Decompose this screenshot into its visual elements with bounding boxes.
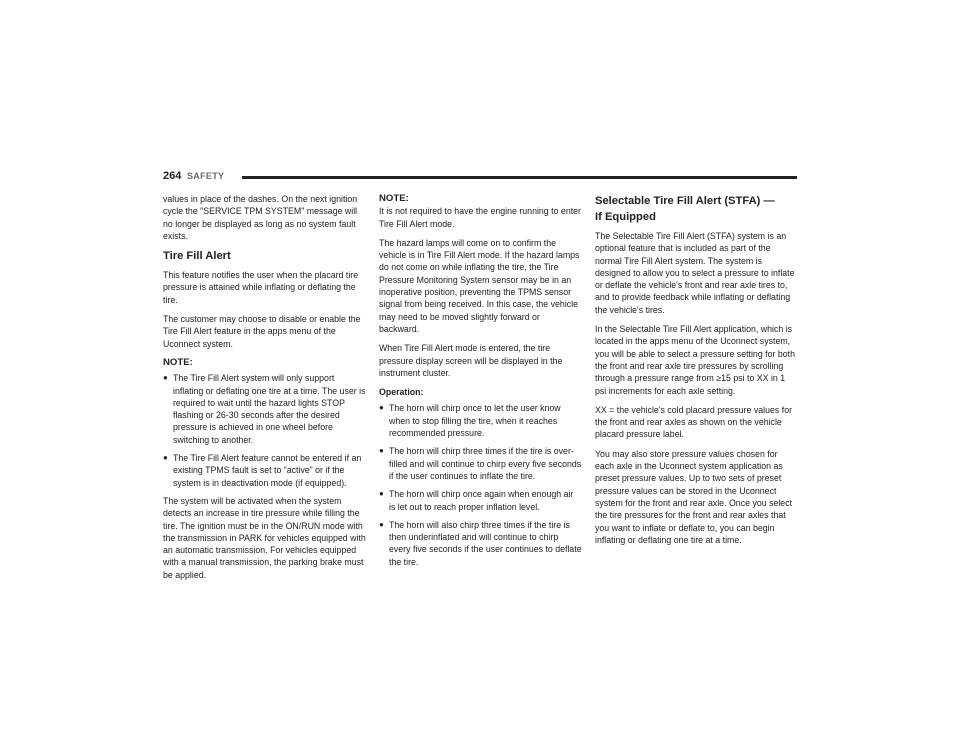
paragraph: The customer may choose to disable or enable the Tire Fill Alert feature in the apps menu of the Uconnect system. xyxy=(163,314,361,349)
note-label: NOTE: xyxy=(379,193,409,204)
list-item: ● The horn will chirp once again when enough air is let out to reach proper inflation level. xyxy=(379,489,574,512)
section-title: SAFETY xyxy=(187,171,225,181)
note-text: It is not required to have the engine running to enter Tire Fill Alert mode. xyxy=(379,206,581,229)
paragraph: You may also store pressure values chosen for each axle in the Uconnect system application as preset pressure values. Up to two sets of preset pressure values can be stored in the Uconnect system for the front and rear axle. Once you select the tire pressures for the front and rear axles that you want to inflate or deflate to, you can begin inflating or deflating one tire at a time. xyxy=(595,448,793,545)
list-item: ● The Tire Fill Alert feature cannot be entered if an existing TPMS fault is set to “active” or if the system is in deactivation mode (if equipped). xyxy=(163,453,362,488)
note-bullet-list xyxy=(163,372,366,489)
bullet-icon: ● xyxy=(163,373,168,383)
paragraph: The system will be activated when the system detects an increase in tire pressure while filling the tire. The ignition must be in the ON/RUN mode with the transmission in PARK for vehicles equipped with an automatic transmission. For vehicles equipped with a manual transmission, the parking brake must be applied. xyxy=(163,495,366,580)
bullet-icon: ● xyxy=(379,403,384,413)
paragraph: XX = the vehicle's cold placard pressure values for the front and rear axles as shown on the vehicle placard pressure label. xyxy=(595,404,793,440)
note-block xyxy=(379,193,582,230)
bullet-icon: ● xyxy=(379,446,384,456)
header-rule xyxy=(242,176,797,179)
page-header xyxy=(163,170,797,186)
paragraph: When Tire Fill Alert mode is entered, the tire pressure display screen will be displayed in the instrument cluster. xyxy=(379,343,563,378)
bullet-icon: ● xyxy=(379,519,384,529)
list-item: ● The Tire Fill Alert system will only support inflating or deflating one tire at a time. The user is required to wait until the hazard lights STOP flashing or 26-30 seconds after the desired pressure is achieved in one wheel before switching to another. xyxy=(163,373,366,445)
column-left xyxy=(163,193,366,588)
page-number: 264 xyxy=(163,170,182,182)
list-item: ● The horn will chirp once to let the user know when to stop filling the tire, when it reaches recommended pressure. xyxy=(379,403,561,439)
paragraph: In the Selectable Tire Fill Alert application, which is located in the apps menu of the Uconnect system, you will be able to select a pressure setting for both the front and rear axle tire pressures by scrolling through a pressure range from ≥15 psi to XX in 1 psi increments for each axle setting. xyxy=(595,324,795,396)
paragraph: The hazard lamps will come on to confirm the vehicle is in Tire Fill Alert mode. If the hazard lamps do not come on while inflating the tire, the Tire Pressure Monitoring System sensor may be in an inoperative position, preventing the TPMS sensor signal from being received. In this case, the vehicle may need to be moved slightly forward or backward. xyxy=(379,237,580,334)
heading-tire-fill-alert: Tire Fill Alert xyxy=(163,250,231,263)
column-middle xyxy=(379,193,582,574)
column-right xyxy=(595,193,798,553)
list-item: ● The horn will chirp three times if the tire is over-filled and will continue to chirp every five seconds if the user continues to inflate the tire. xyxy=(379,446,582,481)
heading-selectable-tire-fill-alert: Selectable Tire Fill Alert (STFA) — If Equipped xyxy=(595,195,775,223)
intro-paragraph: values in place of the dashes. On the next ignition cycle the "SERVICE TPM SYSTEM" message will no longer be displayed as long as no system fault exists. xyxy=(163,194,358,241)
operation-label: Operation: xyxy=(379,387,424,398)
bullet-icon: ● xyxy=(163,453,168,463)
list-item: ● The horn will also chirp three times if the tire is then underinflated and will continue to chirp every five seconds if the user continues to deflate the tire. xyxy=(379,519,582,567)
paragraph: This feature notifies the user when the placard tire pressure is attained while inflating or deflating the tire. xyxy=(163,270,359,305)
bullet-icon: ● xyxy=(379,489,384,499)
note-label: NOTE: xyxy=(163,356,193,368)
paragraph: The Selectable Tire Fill Alert (STFA) system is an optional feature that is included as part of the normal Tire Fill Alert system. The system is designed to allow you to select a pressure to inflate or deflate the vehicle's front and rear axle tires to, and to provide feedback while inflating or deflating the vehicle's tires. xyxy=(595,231,795,315)
operation-bullet-list xyxy=(379,402,582,568)
